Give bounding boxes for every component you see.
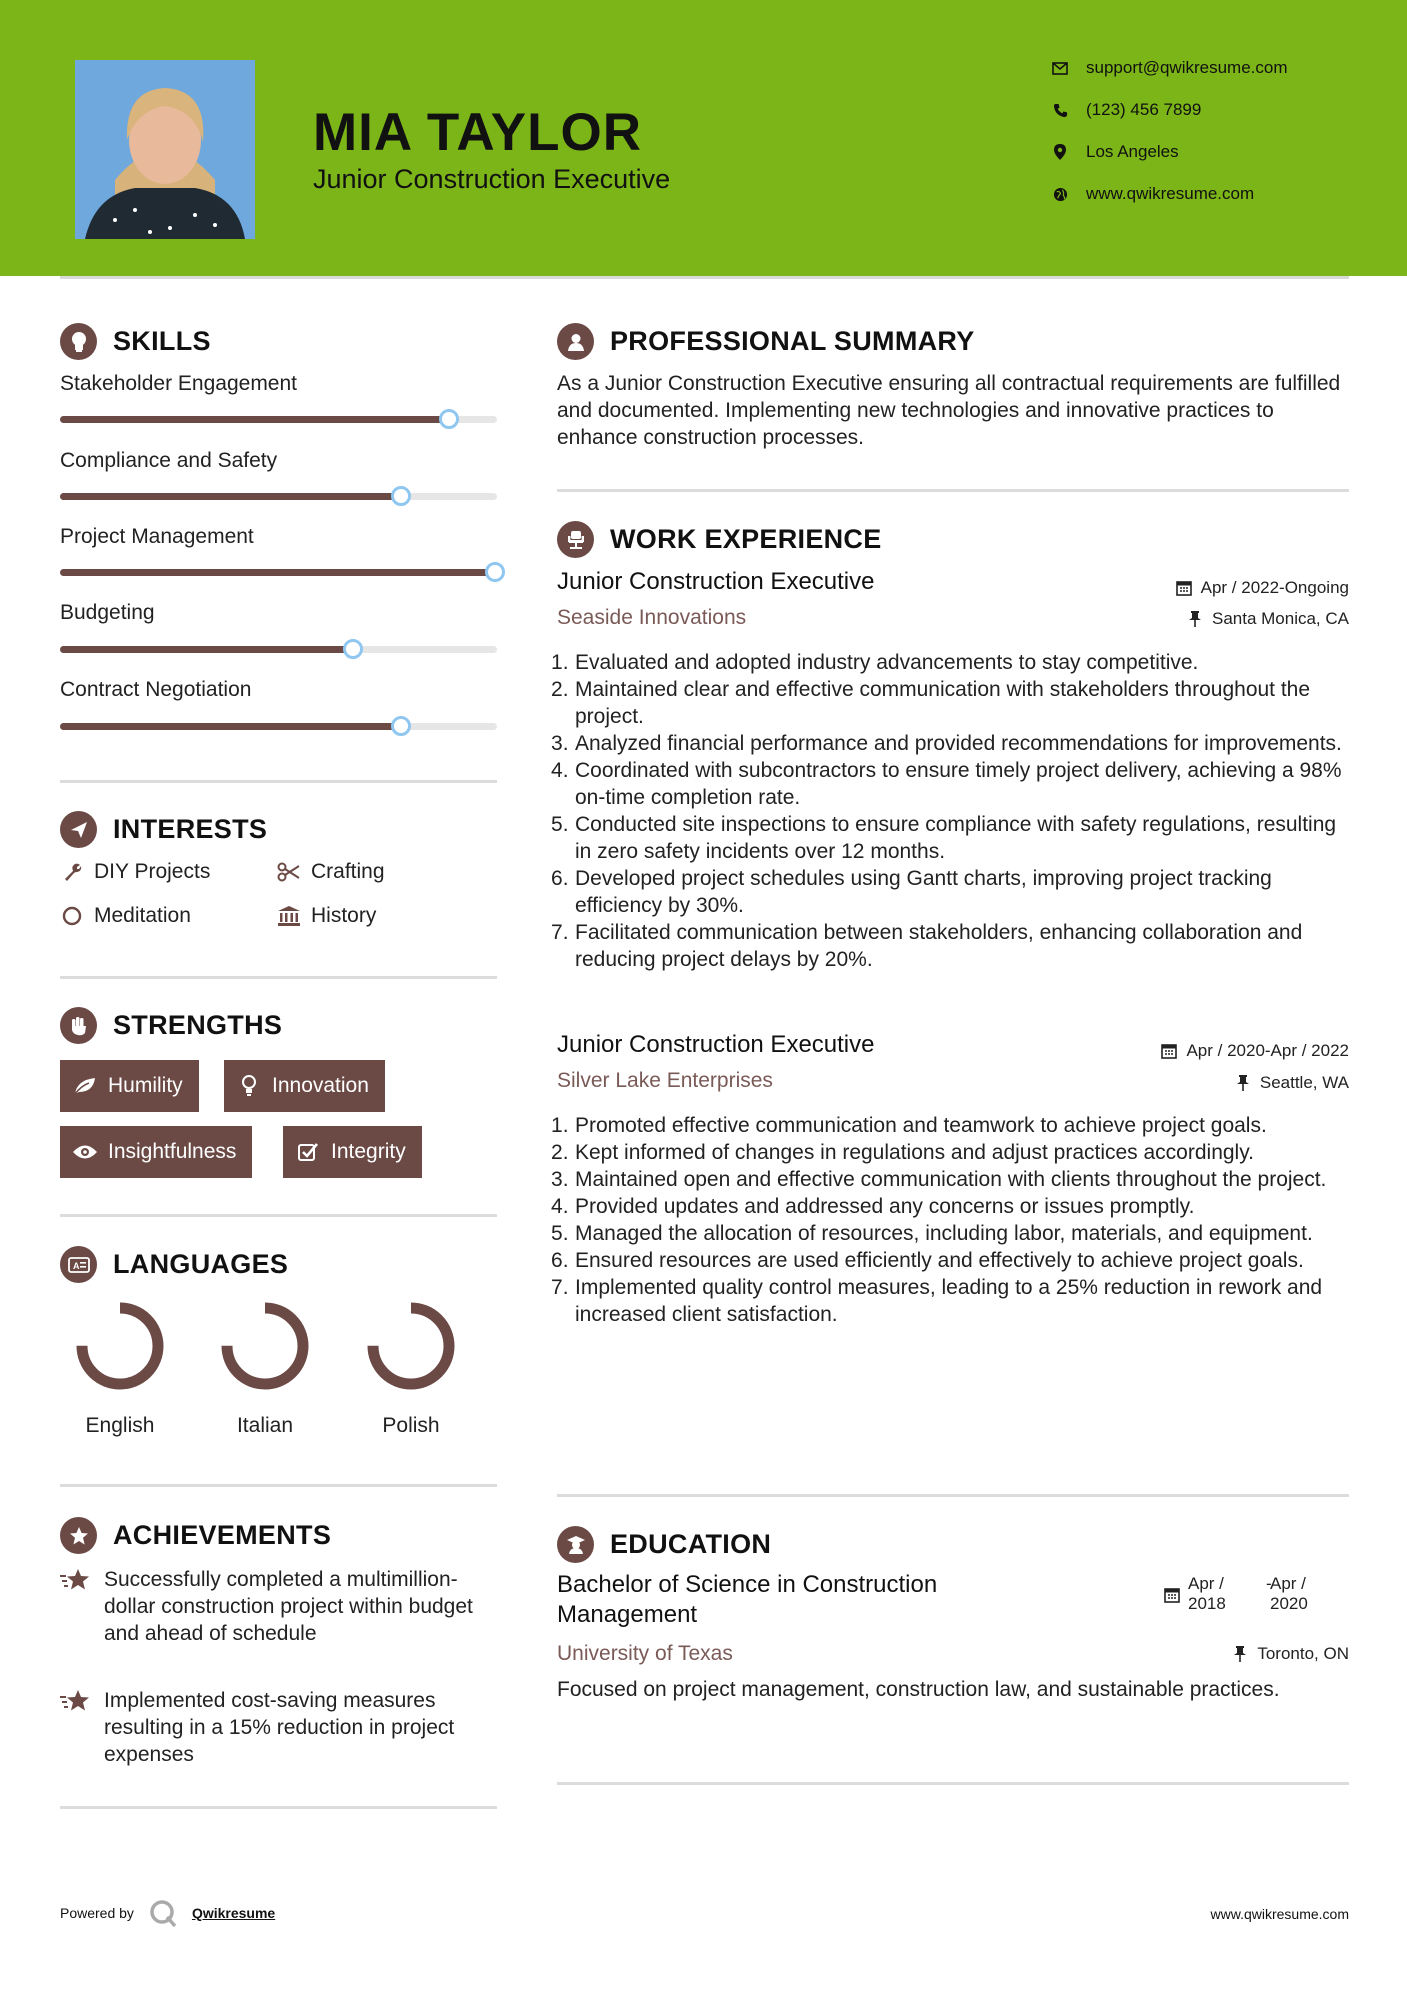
duty-item: Managed the allocation of resources, including labor, materials, and equipment. xyxy=(575,1222,1313,1245)
interest-label: Meditation xyxy=(94,904,191,927)
footer-website[interactable]: www.qwikresume.com xyxy=(1210,1906,1349,1922)
interest-item xyxy=(60,860,210,884)
job-duties xyxy=(557,1112,1357,1328)
language-item xyxy=(205,1300,325,1438)
job-location xyxy=(1186,609,1349,629)
experience-heading-text: WORK EXPERIENCE xyxy=(610,524,882,554)
section-divider xyxy=(60,780,497,783)
pushpin-icon xyxy=(1231,1645,1249,1663)
achievement-text: Implemented cost-saving measures resulting in a 15% reduction in project expenses xyxy=(104,1689,455,1766)
job-title: Junior Construction Executive xyxy=(557,1031,875,1058)
header-divider xyxy=(60,276,1349,279)
skill-bar-fill xyxy=(60,416,449,423)
contact-location-text: Los Angeles xyxy=(1086,142,1179,161)
pushpin-icon xyxy=(1186,610,1204,628)
strengths-heading xyxy=(60,1007,282,1044)
section-divider xyxy=(60,976,497,979)
language-icon xyxy=(60,1246,97,1283)
contact-email[interactable] xyxy=(1050,58,1288,78)
education-date-start-line2: 2018 xyxy=(1188,1594,1226,1613)
strength-label: Innovation xyxy=(272,1074,369,1097)
star-badge-icon xyxy=(60,1517,97,1554)
skill-label: Compliance and Safety xyxy=(60,449,278,472)
languages-heading xyxy=(60,1246,288,1283)
education-location xyxy=(1231,1644,1349,1664)
pushpin-icon xyxy=(1234,1074,1252,1092)
skill-bar-knob xyxy=(391,486,411,506)
education-date-end xyxy=(1270,1574,1308,1614)
job-location xyxy=(1234,1073,1349,1093)
skill-bar-knob xyxy=(343,639,363,659)
job-title: Junior Construction Executive xyxy=(557,568,875,595)
star-icon xyxy=(60,1566,94,1647)
language-label: Polish xyxy=(382,1414,440,1437)
contact-website[interactable] xyxy=(1050,184,1254,204)
education-heading-text: EDUCATION xyxy=(610,1529,772,1559)
strength-label: Humility xyxy=(108,1074,183,1097)
interest-label: DIY Projects xyxy=(94,860,211,883)
interest-label: History xyxy=(311,904,377,927)
skill-label: Budgeting xyxy=(60,601,155,624)
skill-bar xyxy=(60,569,497,576)
svg-text:A: A xyxy=(72,1260,80,1271)
skills-heading-text: SKILLS xyxy=(113,326,211,356)
duty-item: Provided updates and addressed any concerns or issues promptly. xyxy=(575,1195,1195,1218)
language-label: English xyxy=(85,1414,155,1437)
skill-bar-fill xyxy=(60,646,353,653)
skill-bar-fill xyxy=(60,723,401,730)
duty-item: Conducted site inspections to ensure compliance with safety regulations, resulting in zero safety incidents over 12 months. xyxy=(575,813,1337,863)
duty-item: Promoted effective communication and teamwork to achieve project goals. xyxy=(575,1114,1267,1137)
skill-label: Project Management xyxy=(60,525,254,548)
duty-item: Maintained open and effective communication with clients throughout the project. xyxy=(575,1168,1327,1191)
paper-plane-icon xyxy=(60,811,97,848)
skill-label: Stakeholder Engagement xyxy=(60,372,297,395)
achievements-heading-text: ACHIEVEMENTS xyxy=(113,1520,332,1550)
skill-bar-fill xyxy=(60,569,497,576)
summary-text: As a Junior Construction Executive ensuring all contractual requirements are fulfilled and documented. Implementing new technologies and innovative practices to enhance construction processes. xyxy=(557,372,1341,449)
contact-phone[interactable] xyxy=(1050,100,1201,120)
education-location-text: Toronto, ON xyxy=(1257,1644,1349,1663)
qwikresume-logo-icon xyxy=(148,1898,178,1928)
language-item xyxy=(351,1300,471,1438)
education-description: Focused on project management, construction law, and sustainable practices. xyxy=(557,1678,1280,1701)
graduate-icon xyxy=(557,1526,594,1563)
contact-website-text: www.qwikresume.com xyxy=(1086,184,1255,203)
candidate-name: MIA TAYLOR xyxy=(313,103,642,162)
strength-tag xyxy=(60,1060,199,1112)
achievement-item xyxy=(60,1687,500,1768)
education-heading xyxy=(557,1526,771,1563)
duty-item: Kept informed of changes in regulations and adjust practices accordingly. xyxy=(575,1141,1255,1164)
duty-item: Facilitated communication between stakeholders, enhancing collaboration and reducing project delays by 20%. xyxy=(575,921,1303,971)
powered-by-text: Powered by xyxy=(60,1905,134,1921)
education-date-start-line1: Apr / xyxy=(1188,1574,1224,1593)
interest-item xyxy=(60,904,191,928)
map-pin-icon xyxy=(1050,142,1070,162)
language-ring xyxy=(74,1300,166,1392)
phone-icon xyxy=(1050,100,1070,120)
profile-photo xyxy=(75,60,255,239)
skill-bar-fill xyxy=(60,493,401,500)
globe-icon xyxy=(1050,184,1070,204)
skill-bar xyxy=(60,493,497,500)
interest-label: Crafting xyxy=(311,860,385,883)
lightbulb-icon xyxy=(236,1074,262,1098)
job-company: Silver Lake Enterprises xyxy=(557,1069,773,1092)
interest-item xyxy=(277,860,385,884)
interests-heading xyxy=(60,811,267,848)
leaf-icon xyxy=(72,1074,98,1098)
duty-item: Evaluated and adopted industry advancements to stay competitive. xyxy=(575,651,1199,674)
section-divider xyxy=(60,1214,497,1217)
duty-item: Analyzed financial performance and provided recommendations for improvements. xyxy=(575,732,1342,755)
interests-heading-text: INTERESTS xyxy=(113,814,268,844)
language-ring xyxy=(219,1300,311,1392)
skill-bar-knob xyxy=(485,562,505,582)
strength-tag xyxy=(224,1060,385,1112)
museum-icon xyxy=(277,904,301,928)
duty-item: Coordinated with subcontractors to ensure timely project delivery, achieving a 98% on-time completion rate. xyxy=(575,759,1342,809)
achievements-heading xyxy=(60,1517,331,1554)
job-date xyxy=(1160,1041,1349,1061)
star-icon xyxy=(60,1687,94,1768)
contact-email-text: support@qwikresume.com xyxy=(1086,58,1288,77)
job-duties xyxy=(557,649,1357,973)
duty-item: Ensured resources are used efficiently and effectively to achieve project goals. xyxy=(575,1249,1304,1272)
lightbulb-icon xyxy=(60,323,97,360)
education-date-start xyxy=(1188,1574,1226,1614)
job-company: Seaside Innovations xyxy=(557,606,747,629)
checkbox-icon xyxy=(295,1140,321,1164)
interest-item xyxy=(277,904,376,928)
skill-bar xyxy=(60,646,497,653)
job-date-text: Apr / 2020-Apr / 2022 xyxy=(1186,1041,1349,1060)
qwikresume-link[interactable]: Qwikresume xyxy=(191,1905,276,1921)
summary-heading-text: PROFESSIONAL SUMMARY xyxy=(610,326,975,356)
skill-bar-knob xyxy=(439,409,459,429)
strength-tag xyxy=(60,1126,252,1178)
calendar-icon xyxy=(1175,579,1193,597)
circle-icon xyxy=(60,904,84,928)
eye-icon xyxy=(72,1140,98,1164)
job-date-text: Apr / 2022-Ongoing xyxy=(1200,578,1349,597)
duty-item: Developed project schedules using Gantt charts, improving project tracking efficiency by 30%. xyxy=(575,867,1272,917)
skill-label: Contract Negotiation xyxy=(60,678,252,701)
language-ring xyxy=(365,1300,457,1392)
strength-label: Integrity xyxy=(331,1140,406,1163)
contact-location xyxy=(1050,142,1179,162)
section-divider xyxy=(60,1484,497,1487)
job-location-text: Santa Monica, CA xyxy=(1211,609,1349,628)
experience-heading xyxy=(557,521,882,558)
achievement-text: Successfully completed a multimillion-dollar construction project within budget and ahead of schedule xyxy=(104,1568,473,1645)
achievement-item xyxy=(60,1566,500,1647)
education-date-end-line2: 2020 xyxy=(1270,1594,1308,1613)
languages-heading-text: LANGUAGES xyxy=(113,1249,289,1279)
contact-phone-text: (123) 456 7899 xyxy=(1086,100,1202,119)
office-chair-icon xyxy=(557,521,594,558)
education-date-end-line1: Apr / xyxy=(1270,1574,1306,1593)
job-location-text: Seattle, WA xyxy=(1259,1073,1349,1092)
wrench-icon xyxy=(60,860,84,884)
fist-icon xyxy=(60,1007,97,1044)
candidate-title: Junior Construction Executive xyxy=(313,164,671,194)
strengths-heading-text: STRENGTHS xyxy=(113,1010,283,1040)
education-degree: Bachelor of Science in Construction Management xyxy=(557,1571,938,1628)
education-date-separator: - xyxy=(1266,1574,1272,1593)
education-school: University of Texas xyxy=(557,1642,733,1665)
skills-heading xyxy=(60,323,211,360)
calendar-icon xyxy=(1163,1586,1181,1604)
user-icon xyxy=(557,323,594,360)
footer-branding xyxy=(60,1898,275,1928)
section-divider xyxy=(557,489,1349,492)
job-date xyxy=(1175,578,1349,598)
summary-heading xyxy=(557,323,975,360)
section-divider xyxy=(557,1494,1349,1497)
language-label: Italian xyxy=(236,1414,294,1437)
envelope-icon xyxy=(1050,58,1070,78)
scissors-icon xyxy=(277,860,301,884)
strength-tag xyxy=(283,1126,422,1178)
section-divider xyxy=(60,1806,497,1809)
skill-bar-knob xyxy=(391,716,411,736)
section-divider xyxy=(557,1782,1349,1785)
skill-bar xyxy=(60,723,497,730)
strength-label: Insightfulness xyxy=(108,1140,237,1163)
calendar-icon xyxy=(1160,1042,1178,1060)
skill-bar xyxy=(60,416,497,423)
duty-item: Maintained clear and effective communication with stakeholders throughout the project. xyxy=(575,678,1311,728)
duty-item: Implemented quality control measures, leading to a 25% reduction in rework and increased client satisfaction. xyxy=(575,1276,1323,1326)
language-item xyxy=(60,1300,180,1438)
